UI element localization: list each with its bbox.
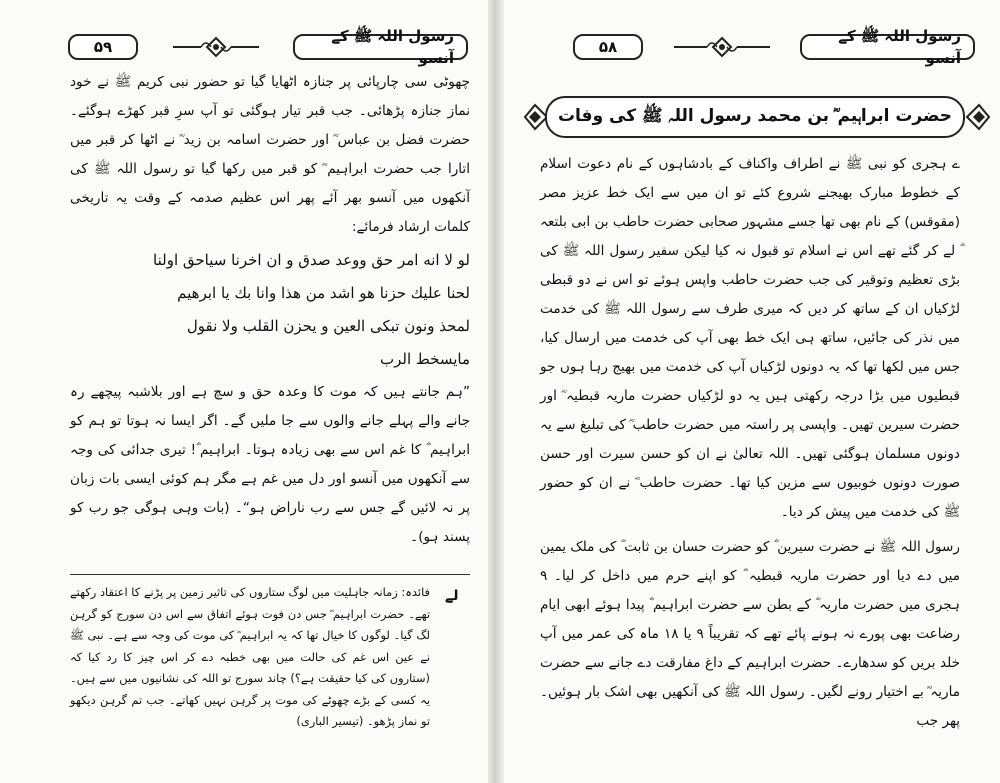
footnote-text: فائدہ: زمانہ جاہلیت میں لوگ ستاروں کی تاثیر زمین پر پڑنے کا اعتقاد رکھتے تھے۔ حضرت ابراہیم ؓ جس دن فوت ہوئے اتفاق سے اس دن سورج کو گرہن لگ گیا۔ لوگوں کا خیال تھا کہ یہ ابراہیم ؓ کی موت کی وجہ سے ہے۔ نبی ﷺ نے عین اس غم کی حالت میں بھی خطبہ دے کر اس چیز کا رد کیا کہ (ستاروں کی کیا حقیقت ہے؟) چاند سورج تو اللہ کی نشانیوں میں سے ہیں۔ یہ کسی کے بڑے چھوٹے کی موت پر گرہن نہیں کھاتے۔ جب تم گرہن دیکھو تو نماز پڑھو۔ (تیسیر الباری): [70, 585, 430, 728]
right-page-header-title: رسول اللہ ﷺ کے آنسو: [800, 34, 975, 60]
arabic-line-1: لو لا انه امر حق ووعد صدق و ان اخرنا سياحق اولنا: [153, 251, 470, 269]
header-ornament-icon: [643, 36, 800, 58]
left-paragraph-1: چھوٹی سی چارپائی پر جنازہ اٹھایا گیا تو حضور نبی کریم ﷺ نے خود نماز جنازہ پڑھائی۔ جب قبر تیار ہوگئی تو آپ سرِ قبر کھڑے ہوگئے۔ حضرت فضل بن عباس ؓ اور حضرت اسامہ بن زید ؓ نے اٹھا کر قبر میں اتارا جب حضرت ابراہیم ؓ کو قبر میں رکھا گیا تو رسول اللہ ﷺ کی آنکھوں میں آنسو بھر آئے پھر اس عظیم صدمہ کے وقت یہ تاریخی کلمات ارشاد فرمائے:: [70, 74, 470, 235]
footnote-marker: لے: [445, 588, 459, 604]
right-page-header: [573, 27, 975, 67]
left-page-body: [70, 68, 470, 552]
right-paragraph-2: رسول اللہ ﷺ نے حضرت سیرین ؓ کو حضرت حسان بن ثابت ؓ کی ملک یمین میں دے دیا اور حضرت ماریہ قبطیہ ؓ کو اپنے حرم میں داخل کر لیا۔ ۹ ہجری میں حضرت ماریہ ؓ کے بطن سے حضرت ابراہیم ؓ پیدا ہوئے ابھی ایام رضاعت بھی پورے نہ ہونے پائے تھے کہ تقریباً ۹ یا ۱۸ ماہ کی عمر میں آپ خلد بریں کو سدھارے۔ حضرت ابراہیم کے داغ مفارقت دے جانے سے حضرت ماریہ ؓ بے اختیار رونے لگیں۔ رسول اللہ ﷺ کی آنکھیں بھی اشک بار ہوئیں۔ پھر جب: [540, 539, 960, 729]
arabic-line-2: لحنا عليك حزنا هو اشد من هذا وانا بك يا ابرهيم: [177, 284, 470, 302]
arabic-line-3: لمحذ ونون تبكى العين و يحزن القلب ولا نقول: [186, 317, 470, 335]
header-ornament-icon: [138, 36, 293, 58]
section-heading: حضرت ابراہیم ؓ بن محمد رسول اللہ ﷺ کی وفات: [557, 105, 953, 126]
arabic-hadith: [70, 244, 470, 376]
book-gutter: [488, 0, 504, 783]
arabic-line-4: مايسخط الرب: [380, 350, 470, 368]
right-page-number: ۵۸: [573, 34, 643, 60]
right-page-body: [540, 150, 960, 736]
left-page-number: ۵۹: [68, 34, 138, 60]
footnote-divider: [70, 574, 470, 575]
left-page-header-title: رسول اللہ ﷺ کے آنسو: [293, 34, 468, 60]
banner-right-ornament-icon: [965, 102, 991, 132]
urdu-translation: ”ہم جانتے ہیں کہ موت کا وعدہ حق و سچ ہے اور بلاشبہ پیچھے رہ جانے والے پہلے جانے والوں سے جا ملیں گے۔ اگر ایسا نہ ہوتا تو ہم کو ابراہیم ؓ کا غم اس سے بھی زیادہ ہوتا۔ ابراہیم ؓ! تیری جدائی کی وجہ سے آنکھوں میں آنسو اور دل میں غم ہے مگر ہم کوئی ایسی بات زبان پر نہ لائیں گے جس سے رب ناراض ہو“۔ (بات وہی ہوگی جو رب کو پسند ہو)۔: [70, 384, 470, 545]
left-page-header: [68, 27, 468, 67]
right-paragraph-1: ے ہجری کو نبی ﷺ نے اطراف واکناف کے بادشاہوں کے نام دعوت اسلام کے خطوط مبارک بھیجنے شروع کئے تو ان میں سے ایک خط عزیز مصر (مقوقس) کے نام بھی تھا جسے مشہور صحابی حضرت حاطب بن ابی بلتعہ ؓ لے کر گئے تھے اس نے اسلام تو قبول نہ کیا لیکن سفیر رسول اللہ ﷺ کی بڑی تعظیم وتوقیر کی جب حضرت حاطب واپس ہوئے تو اس نے دو قبطی لڑکیاں ان کے ساتھ کر دیں کہ میری طرف سے رسول اللہ ﷺ کی خدمت میں نذر کی جائیں، ساتھ ہی ایک خط بھی آپ کی خدمت میں ارسال کیا، جس میں لکھا تھا کہ یہ دونوں لڑکیاں آپ کی خدمت میں بھیج رہا ہوں جو قبطیوں میں بڑا درجہ رکھتی ہیں یہ دو لڑکیاں حضرت ماریہ قبطیہ ؓ اور حضرت سیرین تھیں۔ واپسی پر راستہ میں حضرت حاطب ؓ کی تبلیغ سے یہ دونوں مسلمان ہوگئی تھیں۔ اللہ تعالیٰ نے ان کو حسن سیرت اور حسن صورت دونوں خوبیوں سے مزین کیا تھا۔ حضرت حاطب ؓ نے ان کو حضور ﷺ کی خدمت میں پیش کر دیا۔: [540, 156, 960, 520]
section-heading-banner: [545, 96, 965, 138]
